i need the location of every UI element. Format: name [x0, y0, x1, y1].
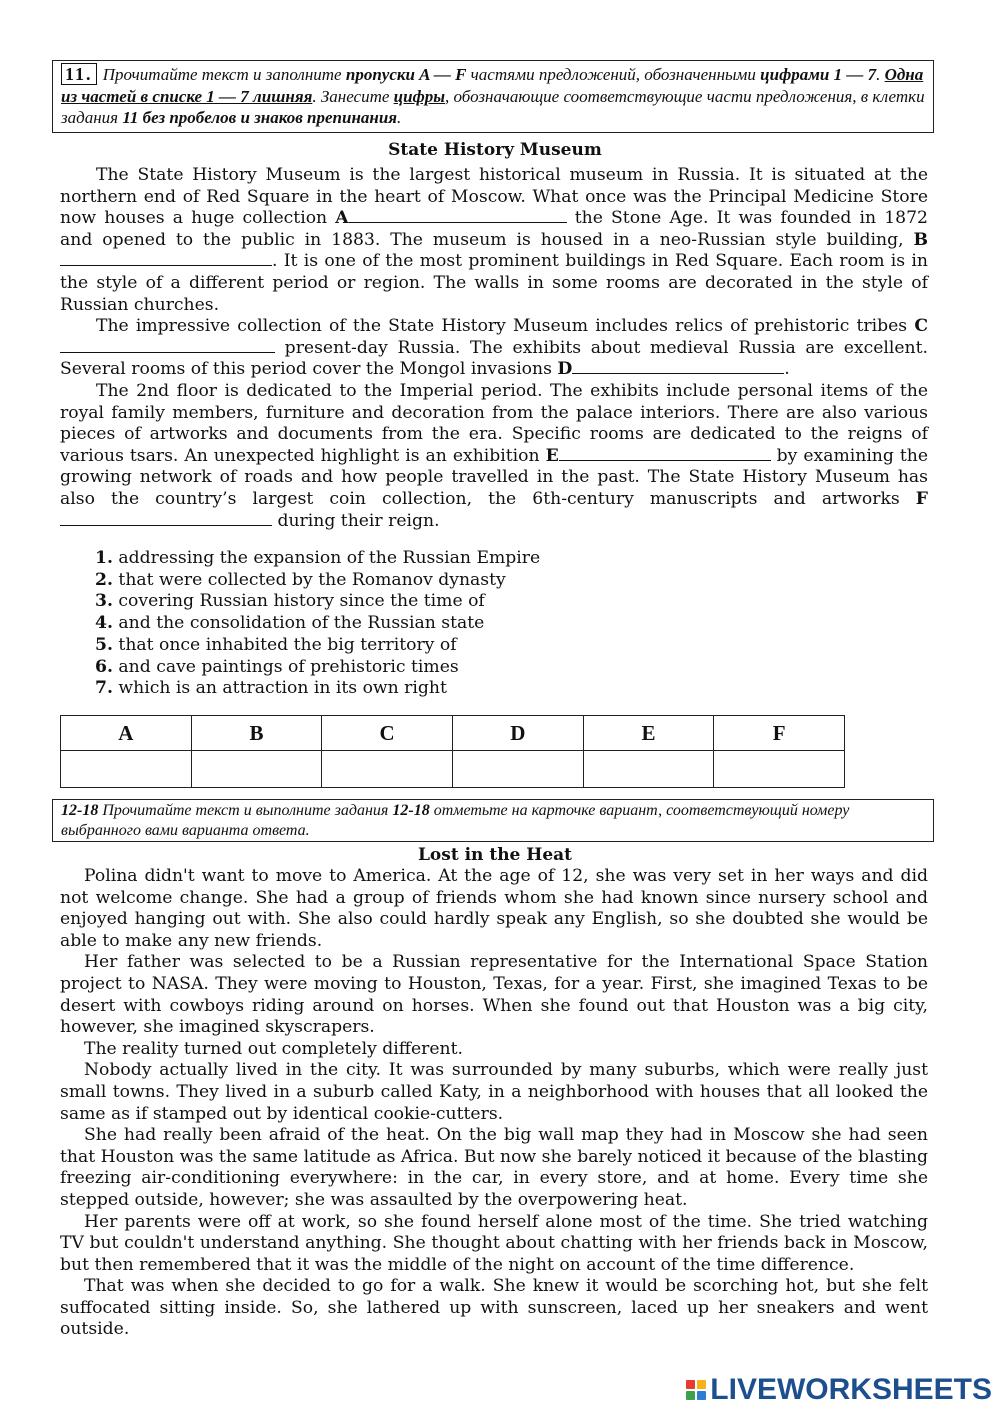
answer-cell-d[interactable]	[452, 751, 583, 788]
gap-f-input[interactable]	[60, 511, 272, 526]
text-1-body	[60, 165, 928, 532]
paragraph: Nobody actually lived in the city. It was surrounded by many suburbs, which were really just small towns. They lived in a suburb called Katy, in a neighborhood with houses that all looked the same as if stamped out by identical cookie-cutters.	[60, 1060, 928, 1124]
answer-header-b: B	[191, 716, 322, 751]
gap-label-d: D	[557, 359, 573, 380]
paragraph: The 2nd floor is dedicated to the Imperial period. The exhibits include personal items of the royal family members, furniture and decoration from the palace interiors. There are also various pieces of artworks and documents from the era. Specific rooms are dedicated to the reigns of various tsars. An unexpected highlight is an exhibition E by examining the growing network of roads and how people travelled in the past. The State History Museum has also the country’s largest coin collection, the 6th-century manuscripts and artworks F during their reign.	[60, 380, 929, 531]
answer-table-row	[61, 751, 845, 788]
task-number: 11.	[61, 63, 97, 85]
paragraph: Her parents were off at work, so she found herself alone most of the time. She tried watching TV but couldn't understand anything. She thought about chatting with her friends back in Moscow, but then remembered that it was the middle of the night on account of the time difference.	[60, 1211, 928, 1275]
gap-label-b: B	[913, 229, 928, 250]
answer-header-f: F	[714, 716, 845, 751]
answer-header-c: C	[322, 716, 453, 751]
paragraph: The reality turned out completely different.	[84, 1038, 463, 1059]
gap-label-e: E	[545, 445, 559, 466]
gap-a-input[interactable]	[349, 208, 567, 223]
task-11-instruction-text: Прочитайте текст и заполните пропуски A — F частями предложений, обозначенными цифрами 1 — 7. Одна из частей в списке 1 — 7 лишняя. Занесите цифры, обозначающие соответствующие части предложения, в клетки задания 11 без пробелов и знаков препинания.	[61, 65, 925, 127]
list-item: 4. and the consolidation of the Russian state	[95, 613, 485, 634]
paragraph: Her father was selected to be a Russian representative for the International Space Station project to NASA. They were moving to Houston, Texas, for a year. First, she imagined Texas to be desert with cowboys riding around on horses. When she found out that Houston was a big city, however, she imagined skyscrapers.	[60, 952, 928, 1038]
paragraph: The impressive collection of the State History Museum includes relics of prehistoric tribes C present-day Russia. The exhibits about medieval Russia are excellent. Several rooms of this period cover the Mongol invasions D .	[60, 316, 928, 380]
answer-cell-c[interactable]	[322, 751, 453, 788]
gap-e-input[interactable]	[559, 446, 771, 461]
paragraph: The State History Museum is the largest historical museum in Russia. It is situated at the northern end of Red Square in the heart of Moscow. What once was the Principal Medicine Store now houses a huge collection A the Stone Age. It was founded in 1872 and opened to the public in 1883. The museum is housed in a neo-Russian style building, B. It is one of the most prominent buildings in Red Square. Each room is in the style of a different period or region. The walls in some rooms are decorated in the style of Russian churches.	[60, 165, 928, 315]
answer-header-d: D	[452, 716, 583, 751]
text-2-body	[60, 866, 928, 1341]
gap-b-input[interactable]	[60, 251, 272, 266]
answer-cell-a[interactable]	[61, 751, 192, 788]
list-item: 2. that were collected by the Romanov dynasty	[95, 569, 506, 590]
gap-d-input[interactable]	[572, 359, 784, 374]
list-item: 7. which is an attraction in its own right	[95, 678, 447, 699]
gap-label-a: A	[335, 208, 349, 229]
list-item: 6. and cave paintings of prehistoric times	[95, 656, 459, 677]
gap-label-f: F	[915, 488, 928, 509]
answer-table	[60, 715, 845, 788]
task-11-instructions	[52, 60, 934, 133]
gap-c-input[interactable]	[60, 338, 275, 353]
answer-cell-b[interactable]	[191, 751, 322, 788]
logo-text: LIVEWORKSHEETS	[710, 1373, 992, 1406]
text-2-title: Lost in the Heat	[417, 845, 573, 865]
answer-cell-e[interactable]	[583, 751, 714, 788]
list-item: 5. that once inhabited the big territory of	[95, 634, 457, 655]
paragraph: Polina didn't want to move to America. At the age of 12, she was very set in her ways and did not welcome change. She had a group of friends whom she had known since nursery school and enjoyed hanging out with. She also could hardly speak any English, so she doubted she would be able to make any new friends.	[60, 866, 928, 951]
answer-cell-f[interactable]	[714, 751, 845, 788]
paragraph: That was when she decided to go for a walk. She knew it would be scorching hot, but she felt suffocated sitting inside. So, she lathered up with sunscreen, laced up her sneakers and went outside.	[60, 1276, 928, 1340]
logo-squares-icon	[686, 1380, 706, 1400]
paragraph: She had really been afraid of the heat. On the big wall map they had in Moscow she had seen that Houston was the same latitude as Africa. But now she barely noticed it because of the blasting freezing air-conditioning everywhere: in the car, in every store, and at home. Every time she stepped outside, however; she was assaulted by the overpowering heat.	[60, 1125, 928, 1210]
answer-table-header	[61, 716, 845, 751]
task-12-18-instructions: 12-18 Прочитайте текст и выполните задания 12-18 отметьте на карточке вариант, соответствующий номеру выбранного вами варианта ответа.	[52, 799, 934, 842]
gap-label-c: C	[914, 316, 928, 337]
text-1-title: State History Museum	[388, 140, 602, 160]
list-item: 3. covering Russian history since the time of	[95, 591, 485, 612]
liveworksheets-logo	[686, 1373, 992, 1407]
list-item: 1. addressing the expansion of the Russian Empire	[95, 548, 541, 568]
task-number: 12-18	[61, 802, 99, 819]
options-list	[95, 548, 540, 700]
answer-header-a: A	[61, 716, 192, 751]
answer-header-e: E	[583, 716, 714, 751]
